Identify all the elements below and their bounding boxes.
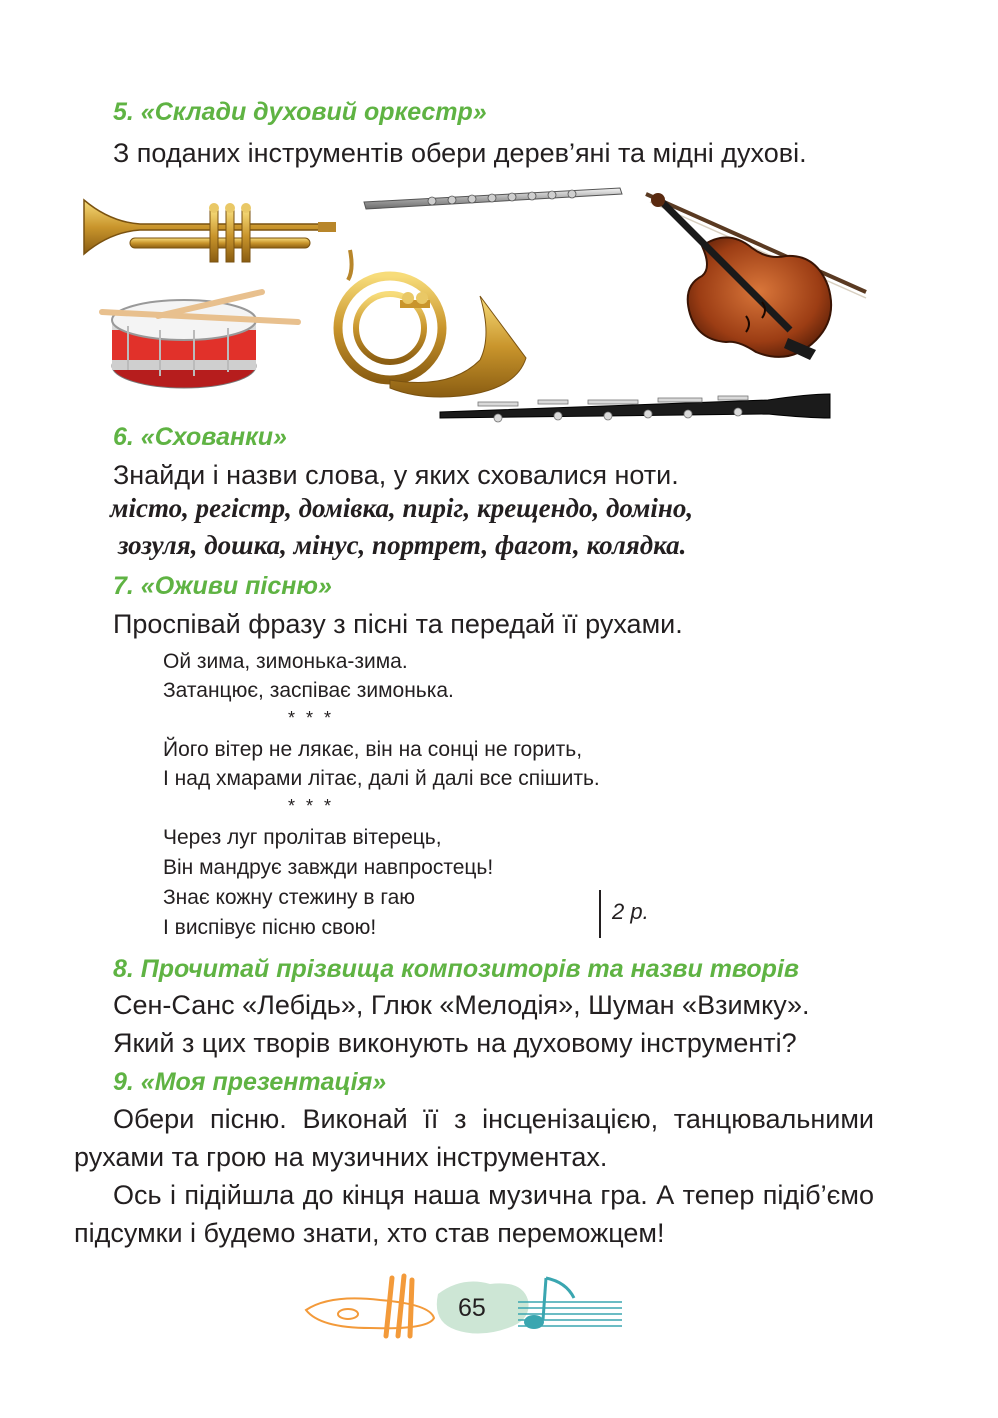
song-line: І над хмарами літає, далі й далі все спішить. bbox=[163, 767, 600, 790]
task6-words-line2: зозуля, дошка, мінус, портрет, фагот, колядка. bbox=[118, 530, 687, 560]
task8-line2: Який з цих творів виконують на духовому інструменті? bbox=[113, 1028, 797, 1058]
repeat-bracket bbox=[599, 890, 601, 938]
task5-title: 5. «Склади духовий оркестр» bbox=[113, 98, 487, 126]
task6-text: Знайди і назви слова, у яких сховалися ноти. bbox=[113, 460, 679, 490]
task5-text: З поданих інструментів обери дерев’яні та мідні духові. bbox=[113, 138, 807, 168]
french-horn-icon bbox=[330, 240, 530, 400]
stanza-separator: * * * bbox=[288, 708, 335, 728]
repeat-mark: 2 р. bbox=[612, 899, 649, 924]
trumpet-icon bbox=[80, 192, 340, 278]
drum-icon bbox=[98, 286, 308, 398]
task9-title: 9. «Моя презентація» bbox=[113, 1068, 387, 1096]
task9-paragraph-2: Ось і підійшла до кінця наша музична гра. А тепер підіб’ємо підсумки і будемо знати, хто став переможцем! bbox=[74, 1180, 874, 1248]
song-line: Затанцює, заспіває зимонька. bbox=[163, 679, 454, 702]
stanza-separator: * * * bbox=[288, 796, 335, 816]
song-line: Через луг пролітав вітерець, bbox=[163, 826, 442, 849]
oboe-icon bbox=[438, 388, 834, 432]
task8-line1: Сен-Санс «Лебідь», Глюк «Мелодія», Шуман «Взимку». bbox=[113, 990, 810, 1020]
song-line: Його вітер не лякає, він на сонці не горить, bbox=[163, 738, 583, 761]
footer-music-note-icon bbox=[516, 1272, 626, 1336]
violin-icon bbox=[640, 190, 872, 370]
task7-title: 7. «Оживи пісню» bbox=[113, 572, 332, 600]
page-number: 65 bbox=[458, 1294, 486, 1322]
song-line: Знає кожну стежину в гаю bbox=[163, 886, 416, 909]
task6-title: 6. «Схованки» bbox=[113, 423, 287, 451]
song-line: Він мандрує завжди навпростець! bbox=[163, 856, 494, 879]
task6-words-line1: місто, регістр, домівка, пиріг, крещендо, доміно, bbox=[110, 493, 694, 523]
task9-paragraph-1: Обери пісню. Виконай її з інсценізацією, танцювальними рухами та грою на музичних інструментах. bbox=[74, 1104, 874, 1172]
task8-title: 8. Прочитай прізвища композиторів та назви творів bbox=[113, 955, 799, 983]
flute-icon bbox=[362, 184, 624, 214]
song-line: І виспівує пісню свою! bbox=[163, 916, 377, 939]
song-line: Ой зима, зимонька-зима. bbox=[163, 650, 408, 673]
task7-text: Проспівай фразу з пісні та передай її рухами. bbox=[113, 609, 683, 639]
footer-palette-brushes-icon bbox=[300, 1270, 450, 1340]
